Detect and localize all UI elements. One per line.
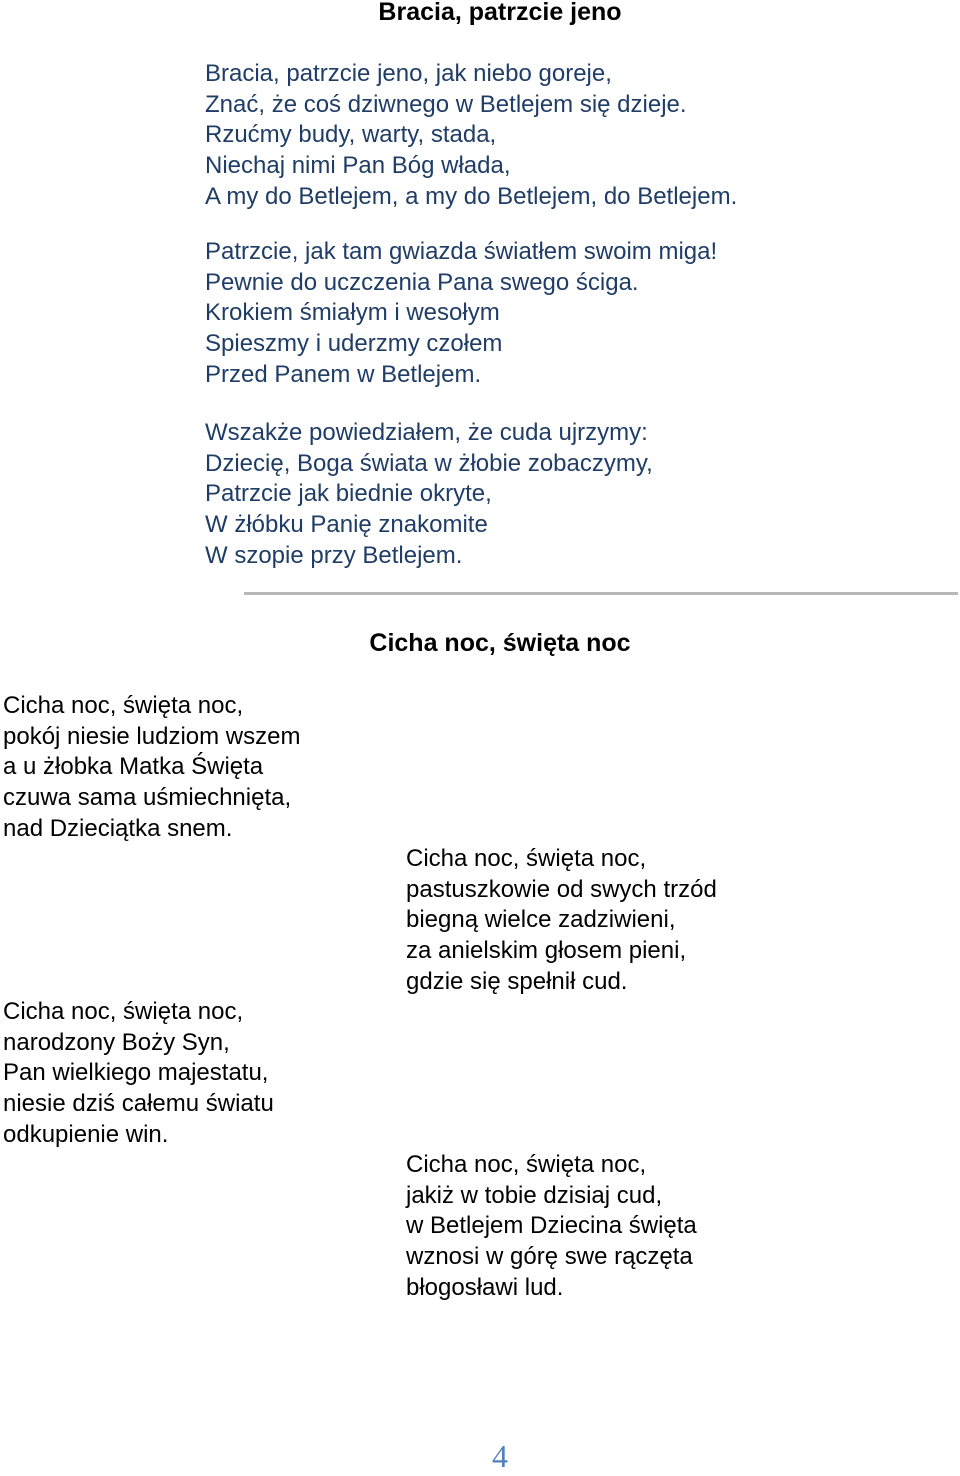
lyric-line: Cicha noc, święta noc, [3,692,244,719]
song1-stanza-3 [205,418,653,572]
section-divider [244,592,958,595]
lyric-line: Patrzcie, jak tam gwiazda światłem swoim miga! [205,238,718,265]
lyric-line: Dziecię, Boga świata w żłobie zobaczymy, [205,449,653,477]
lyric-line: Rzućmy budy, warty, stada, [205,121,497,149]
song1-stanza-1 [205,59,737,213]
lyric-line: narodzony Boży Syn, [3,1028,230,1056]
page-number: 4 [492,1438,508,1474]
song2-stanza-4 [406,1150,697,1304]
lyric-line: pokój niesie ludziom wszem [3,722,301,750]
song-title-bracia: Bracia, patrzcie jeno [378,0,622,26]
lyric-line: Pewnie do uczczenia Pana swego ściga. [205,268,639,296]
song2-stanza-1 [3,691,300,845]
lyric-line: Cicha noc, święta noc, [3,998,244,1025]
song1-stanza-2 [205,237,717,391]
lyric-line: a u żłobka Matka Święta [3,753,264,781]
song2-stanza-3 [3,997,274,1151]
lyric-line: Pan wielkiego majestatu, [3,1059,269,1087]
lyric-line: nad Dzieciątka snem. [3,814,233,842]
lyric-line: W szopie przy Betlejem. [205,541,463,569]
lyric-line: biegną wielce zadziwieni, [406,906,676,934]
lyric-line: wznosi w górę swe rączęta [406,1243,693,1271]
lyric-line: w Betlejem Dziecina święta [406,1212,697,1240]
lyric-line: jakiż w tobie dzisiaj cud, [406,1181,663,1209]
lyric-line: Patrzcie jak biednie okryte, [205,480,492,508]
lyric-line: czuwa sama uśmiechnięta, [3,784,292,812]
lyric-line: Przed Panem w Betlejem. [205,360,482,388]
lyric-line: niesie dziś całemu światu [3,1090,274,1118]
lyric-line: Cicha noc, święta noc, [406,1151,647,1178]
lyric-line: odkupienie win. [3,1120,169,1148]
lyric-line: A my do Betlejem, a my do Betlejem, do Betlejem. [205,182,738,210]
song2-stanza-2 [406,844,717,998]
lyric-line: pastuszkowie od swych trzód [406,875,717,903]
lyric-line: błogosławi lud. [406,1273,564,1301]
lyric-line: W żłóbku Panię znakomite [205,511,488,539]
lyric-line: Cicha noc, święta noc, [406,845,647,872]
lyric-line: gdzie się spełnił cud. [406,967,628,995]
lyric-line: Wszakże powiedziałem, że cuda ujrzymy: [205,419,648,446]
lyric-line: Niechaj nimi Pan Bóg włada, [205,152,511,180]
lyric-line: Spieszmy i uderzmy czołem [205,330,503,358]
lyric-line: Znać, że coś dziwnego w Betlejem się dzieje. [205,90,687,118]
song-title-cicha-noc: Cicha noc, święta noc [369,629,631,657]
lyric-line: za anielskim głosem pieni, [406,937,687,965]
lyric-line: Bracia, patrzcie jeno, jak niebo goreje, [205,60,612,87]
lyric-line: Krokiem śmiałym i wesołym [205,299,500,327]
